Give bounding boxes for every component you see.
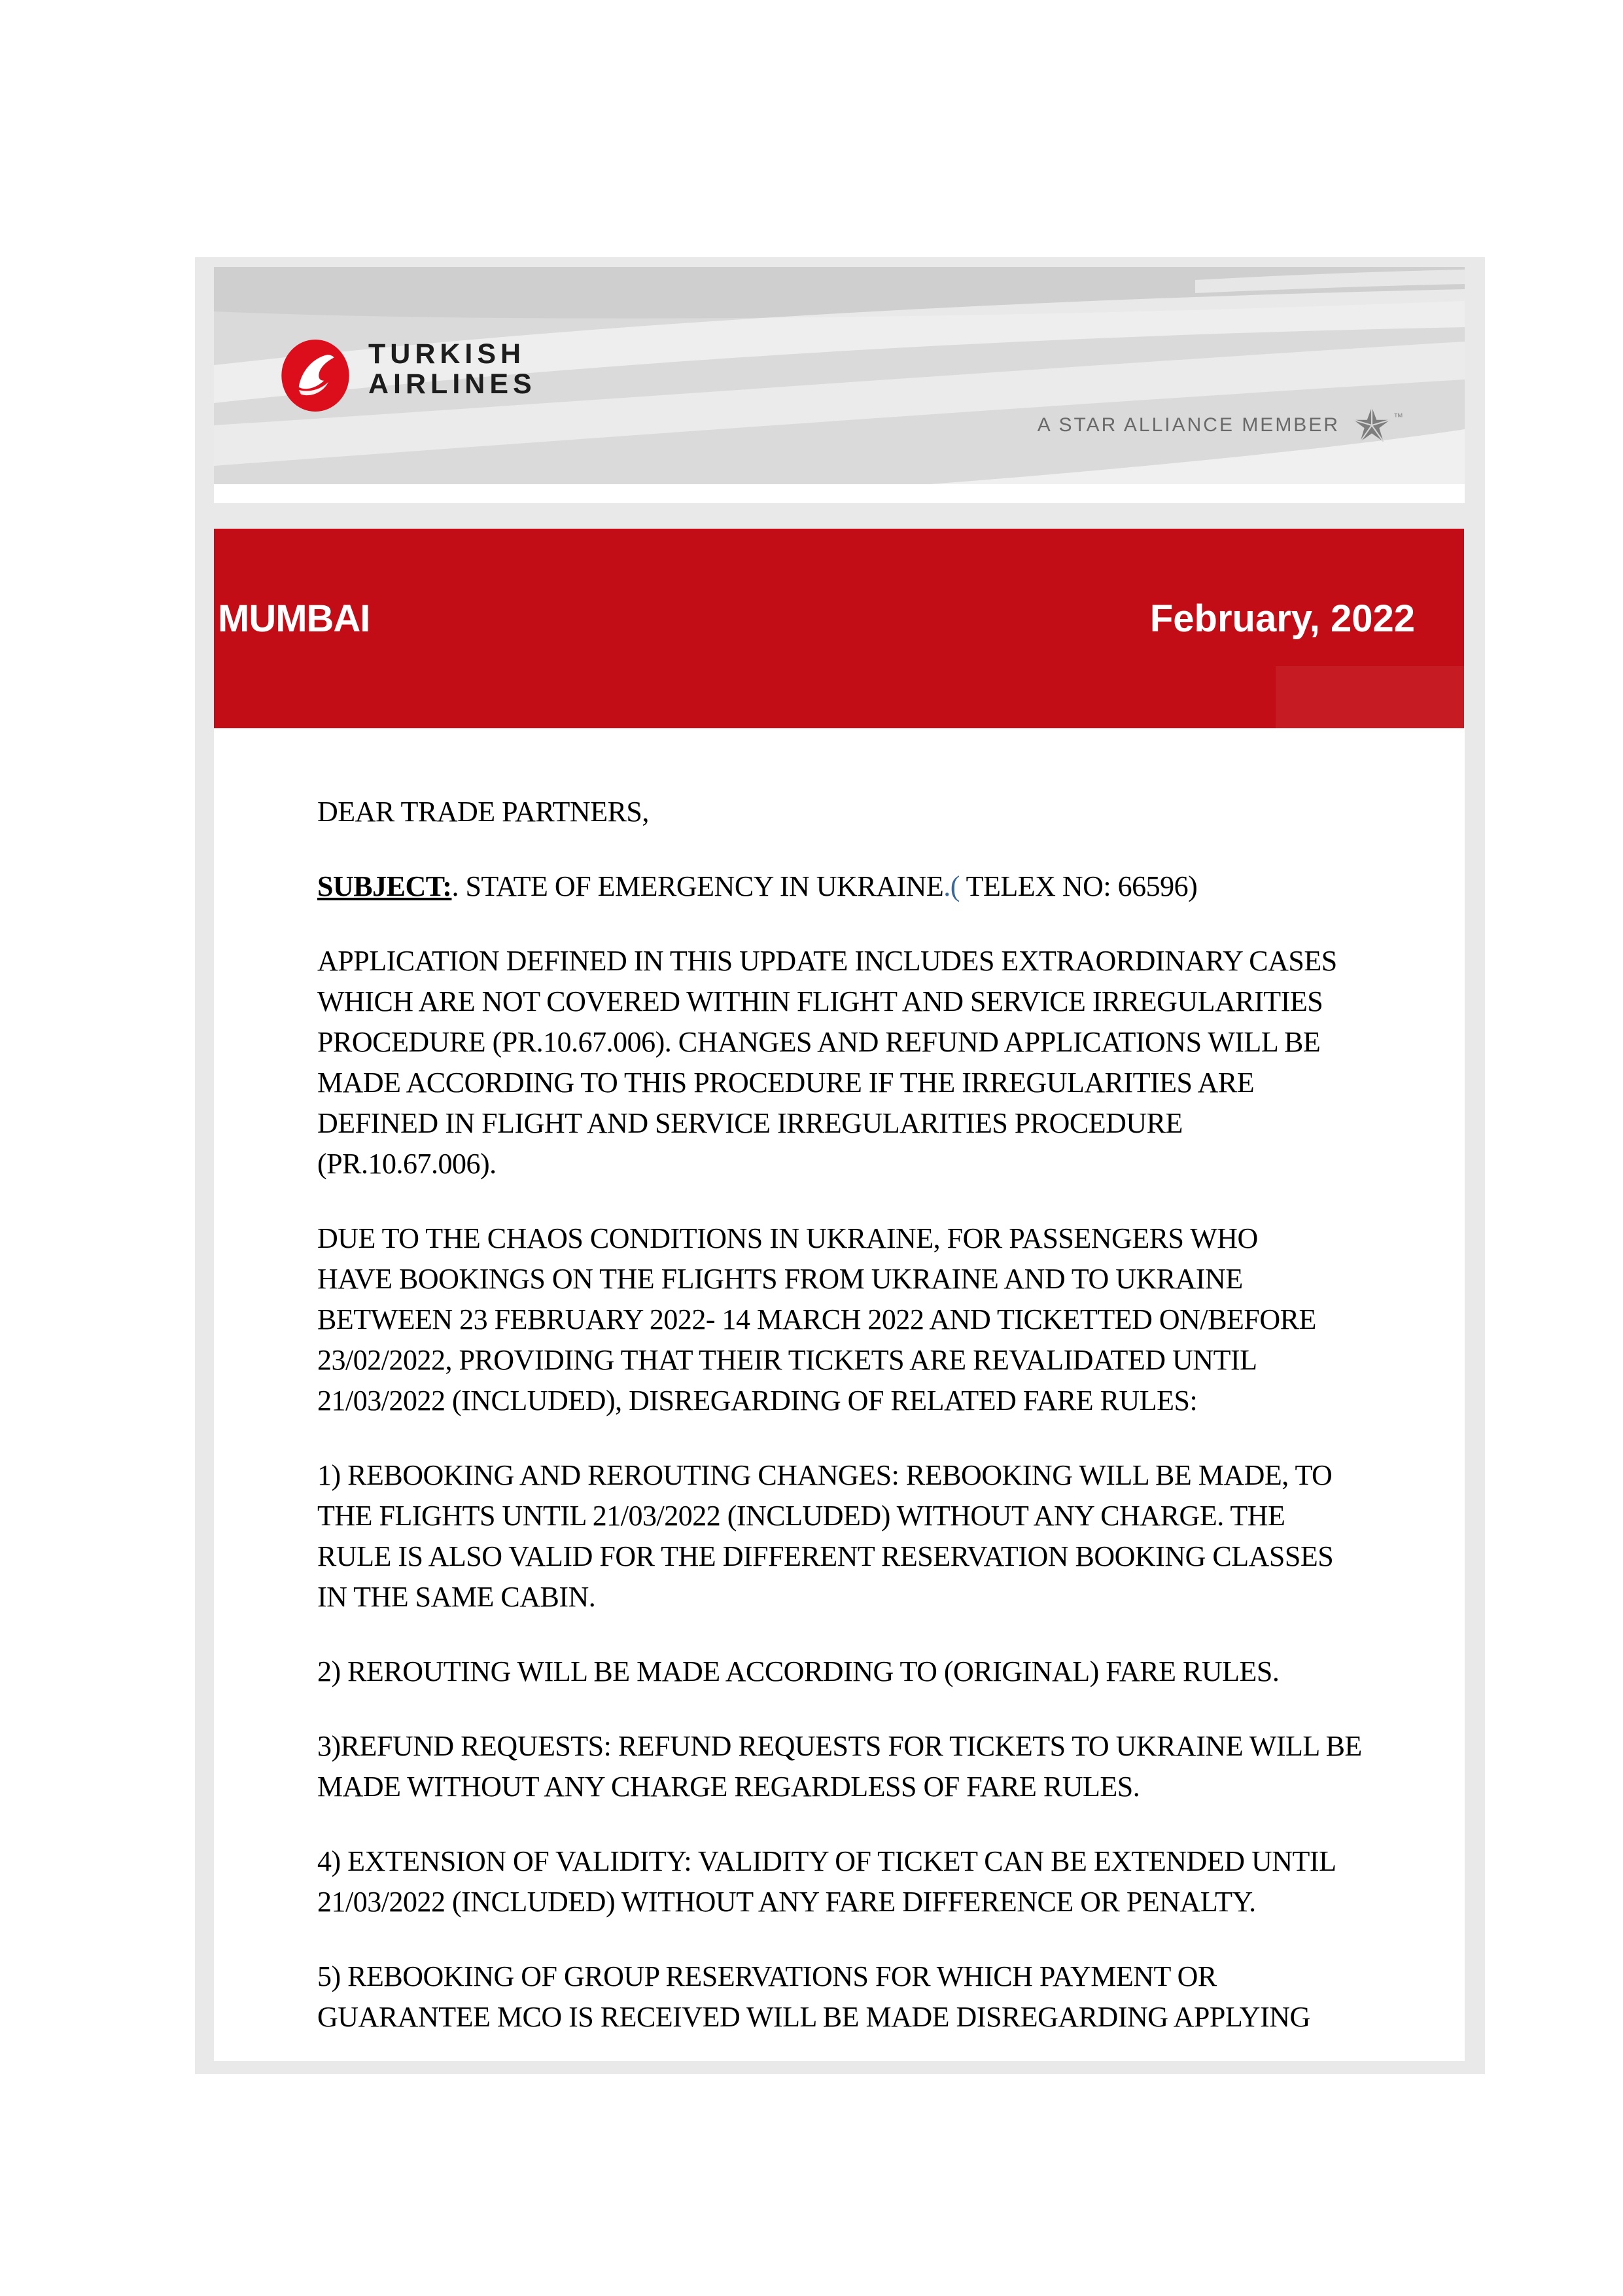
subject-text: . STATE OF EMERGENCY IN UKRAINE [451,870,944,902]
subject-line [317,866,1406,907]
banner-location: MUMBAI [218,597,370,640]
letter-line: (PR.10.67.006). [317,1148,497,1180]
letter-line: 4) EXTENSION OF VALIDITY: VALIDITY OF TICKET CAN BE EXTENDED UNTIL [317,1845,1336,1877]
letter-paragraph [317,1455,1406,1617]
star-alliance-star-icon [1352,405,1392,446]
letter-line: DEFINED IN FLIGHT AND SERVICE IRREGULARITIES PROCEDURE [317,1107,1183,1139]
banner-accent-patch [1276,666,1464,728]
letter-line: WHICH ARE NOT COVERED WITHIN FLIGHT AND SERVICE IRREGULARITIES [317,985,1323,1017]
letter-line: IN THE SAME CABIN. [317,1581,596,1613]
telex-link-fragment[interactable]: .( [943,870,960,902]
location-banner [214,529,1464,728]
letter-paragraph [317,941,1406,1184]
letter-line: 21/03/2022 (INCLUDED), DISREGARDING OF RELATED FARE RULES: [317,1385,1198,1417]
letter-paragraph [317,1841,1406,1922]
logo-wordmark-line1: TURKISH [368,338,526,370]
letter-line: APPLICATION DEFINED IN THIS UPDATE INCLUDES EXTRAORDINARY CASES [317,945,1337,977]
letter-line: THE FLIGHTS UNTIL 21/03/2022 (INCLUDED) WITHOUT ANY CHARGE. THE [317,1500,1285,1532]
letter-paragraph [317,1218,1406,1421]
letter-body [214,728,1465,2061]
subject-label: SUBJECT: [317,870,452,902]
letter-line: PROCEDURE (PR.10.67.006). CHANGES AND REFUND APPLICATIONS WILL BE [317,1026,1321,1058]
letter-line: 1) REBOOKING AND REROUTING CHANGES: REBOOKING WILL BE MADE, TO [317,1459,1333,1491]
letter-line: MADE WITHOUT ANY CHARGE REGARDLESS OF FARE RULES. [317,1771,1140,1803]
letter-paragraph [317,1956,1406,2038]
logo-wordmark [368,339,536,399]
letter-line: GUARANTEE MCO IS RECEIVED WILL BE MADE DISREGARDING APPLYING [317,2001,1310,2033]
letter-line: HAVE BOOKINGS ON THE FLIGHTS FROM UKRAINE AND TO UKRAINE [317,1263,1243,1295]
turkish-airlines-logo [279,339,536,412]
email-body [195,257,1485,2074]
letter-paragraph [317,1651,1406,1692]
letter-paragraphs [317,941,1406,2038]
letter-line: DUE TO THE CHAOS CONDITIONS IN UKRAINE, FOR PASSENGERS WHO [317,1222,1258,1254]
letter-line: BETWEEN 23 FEBRUARY 2022- 14 MARCH 2022 AND TICKETTED ON/BEFORE [317,1303,1316,1335]
letter-line: 3)REFUND REQUESTS: REFUND REQUESTS FOR TICKETS TO UKRAINE WILL BE [317,1730,1362,1762]
letter-paragraph [317,1726,1406,1807]
trademark-symbol: ™ [1393,411,1403,423]
letter-line: 5) REBOOKING OF GROUP RESERVATIONS FOR WHICH PAYMENT OR [317,1960,1217,1992]
letter-line: MADE ACCORDING TO THIS PROCEDURE IF THE IRREGULARITIES ARE [317,1067,1255,1099]
banner-date: February, 2022 [1149,597,1415,640]
letter-line: 2) REROUTING WILL BE MADE ACCORDING TO (ORIGINAL) FARE RULES. [317,1655,1280,1687]
turkish-airlines-bird-icon [279,339,351,412]
header-white-band [214,484,1465,503]
letter-line: RULE IS ALSO VALID FOR THE DIFFERENT RESERVATION BOOKING CLASSES [317,1540,1334,1572]
star-alliance-lockup [1038,405,1403,446]
greeting: DEAR TRADE PARTNERS, [317,796,649,828]
star-alliance-label: A STAR ALLIANCE MEMBER [1037,414,1340,436]
logo-wordmark-line2: AIRLINES [368,368,536,400]
subject-tail: TELEX NO: 66596) [959,870,1198,902]
letter-line: 23/02/2022, PROVIDING THAT THEIR TICKETS ARE REVALIDATED UNTIL [317,1344,1257,1376]
letter-line: 21/03/2022 (INCLUDED) WITHOUT ANY FARE DIFFERENCE OR PENALTY. [317,1886,1256,1918]
header-image [214,267,1465,503]
